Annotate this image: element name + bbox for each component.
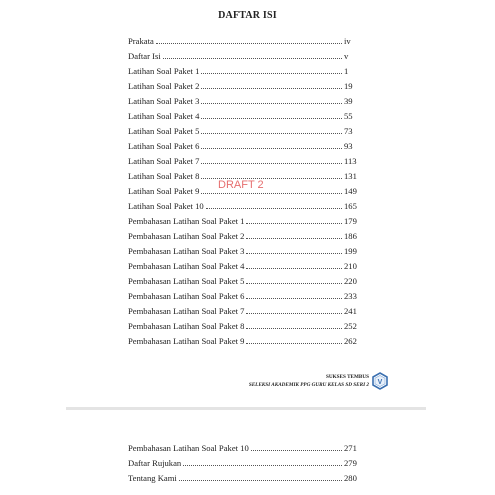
toc-row[interactable] — [128, 76, 358, 91]
toc-label: Latihan Soal Paket 5 — [128, 126, 200, 136]
toc-leader — [201, 102, 342, 104]
toc-row[interactable] — [128, 271, 358, 286]
toc-page-number: 113 — [344, 156, 357, 166]
toc-page-number: 19 — [344, 81, 353, 91]
toc-page-number: v — [344, 51, 349, 61]
toc-row[interactable] — [128, 46, 358, 61]
toc-row[interactable] — [128, 286, 358, 301]
toc-page-number: 233 — [344, 291, 357, 301]
toc-page-number: 252 — [344, 321, 357, 331]
page-title: DAFTAR ISI — [218, 10, 277, 21]
toc-leader — [246, 282, 342, 284]
toc-row[interactable] — [128, 91, 358, 106]
toc-row[interactable] — [128, 241, 358, 256]
toc-label: Pembahasan Latihan Soal Paket 3 — [128, 246, 245, 256]
toc-row[interactable] — [128, 438, 358, 453]
toc-page-number: 93 — [344, 141, 353, 151]
toc-label: Pembahasan Latihan Soal Paket 6 — [128, 291, 245, 301]
toc-page-number: 220 — [344, 276, 357, 286]
toc-leader — [179, 479, 342, 481]
footer-book-title: SELEKSI AKADEMIK PPG GURU KELAS SD SERI 2 — [248, 382, 369, 388]
toc-leader — [201, 132, 342, 134]
toc-row[interactable] — [128, 226, 358, 241]
toc-label: Latihan Soal Paket 3 — [128, 96, 200, 106]
footer-series-title: SUKSES TEMBUS — [325, 374, 369, 380]
toc-label: Pembahasan Latihan Soal Paket 9 — [128, 336, 245, 346]
toc-leader — [183, 464, 342, 466]
toc-page-number: 55 — [344, 111, 353, 121]
toc-row[interactable] — [128, 136, 358, 151]
toc-row[interactable] — [128, 121, 358, 136]
toc-leader — [251, 449, 342, 451]
toc-page-number: 165 — [344, 201, 357, 211]
toc-label: Latihan Soal Paket 6 — [128, 141, 200, 151]
toc-leader — [246, 267, 342, 269]
toc-page-number: 73 — [344, 126, 353, 136]
toc-page-number: 1 — [344, 66, 349, 76]
toc-row[interactable] — [128, 31, 358, 46]
table-of-contents-continued — [128, 438, 358, 483]
toc-label: Pembahasan Latihan Soal Paket 2 — [128, 231, 245, 241]
draft-watermark: DRAFT 2 — [218, 179, 264, 191]
toc-label: Latihan Soal Paket 7 — [128, 156, 200, 166]
toc-label: Pembahasan Latihan Soal Paket 5 — [128, 276, 245, 286]
toc-leader — [201, 117, 342, 119]
toc-page-number: iv — [344, 36, 351, 46]
toc-label: Latihan Soal Paket 8 — [128, 171, 200, 181]
toc-label: Prakata — [128, 36, 154, 46]
toc-leader — [206, 207, 342, 209]
toc-leader — [163, 57, 342, 59]
toc-row[interactable] — [128, 301, 358, 316]
toc-page-number: 39 — [344, 96, 353, 106]
toc-label: Latihan Soal Paket 1 — [128, 66, 200, 76]
toc-page-number: 131 — [344, 171, 357, 181]
publisher-logo-letter: V — [377, 379, 383, 386]
toc-leader — [246, 342, 342, 344]
toc-row[interactable] — [128, 256, 358, 271]
toc-leader — [201, 147, 342, 149]
toc-label: Latihan Soal Paket 9 — [128, 186, 200, 196]
toc-leader — [201, 162, 342, 164]
toc-label: Tentang Kami — [128, 473, 177, 483]
toc-leader — [156, 42, 342, 44]
toc-row[interactable] — [128, 468, 358, 483]
toc-label: Latihan Soal Paket 4 — [128, 111, 200, 121]
toc-leader — [201, 192, 342, 194]
toc-label: Pembahasan Latihan Soal Paket 10 — [128, 443, 249, 453]
toc-row[interactable] — [128, 106, 358, 121]
toc-page-number: 262 — [344, 336, 357, 346]
toc-label: Daftar Isi — [128, 51, 161, 61]
toc-leader — [246, 252, 342, 254]
toc-page-number: 271 — [344, 443, 357, 453]
toc-label: Pembahasan Latihan Soal Paket 8 — [128, 321, 245, 331]
page-separator — [66, 407, 426, 410]
toc-leader — [246, 327, 342, 329]
toc-label: Latihan Soal Paket 10 — [128, 201, 204, 211]
toc-row[interactable] — [128, 211, 358, 226]
toc-page-number: 210 — [344, 261, 357, 271]
toc-page-number: 186 — [344, 231, 357, 241]
toc-label: Pembahasan Latihan Soal Paket 4 — [128, 261, 245, 271]
toc-row[interactable] — [128, 331, 358, 346]
toc-leader — [201, 87, 342, 89]
toc-row[interactable] — [128, 316, 358, 331]
toc-page-number: 280 — [344, 473, 357, 483]
toc-leader — [246, 312, 342, 314]
toc-leader — [246, 237, 342, 239]
publisher-logo-icon — [371, 372, 389, 390]
toc-page-number: 149 — [344, 186, 357, 196]
toc-page-number: 179 — [344, 216, 357, 226]
toc-page-number: 279 — [344, 458, 357, 468]
toc-leader — [201, 72, 342, 74]
toc-page-number: 199 — [344, 246, 357, 256]
toc-row[interactable] — [128, 151, 358, 166]
page-footer — [249, 373, 369, 389]
toc-page-number: 241 — [344, 306, 357, 316]
toc-label: Latihan Soal Paket 2 — [128, 81, 200, 91]
toc-leader — [246, 297, 342, 299]
toc-label: Pembahasan Latihan Soal Paket 7 — [128, 306, 245, 316]
toc-row[interactable] — [128, 61, 358, 76]
toc-label: Daftar Rujukan — [128, 458, 182, 468]
toc-leader — [246, 222, 342, 224]
toc-label: Pembahasan Latihan Soal Paket 1 — [128, 216, 245, 226]
toc-row[interactable] — [128, 196, 358, 211]
toc-row[interactable] — [128, 453, 358, 468]
